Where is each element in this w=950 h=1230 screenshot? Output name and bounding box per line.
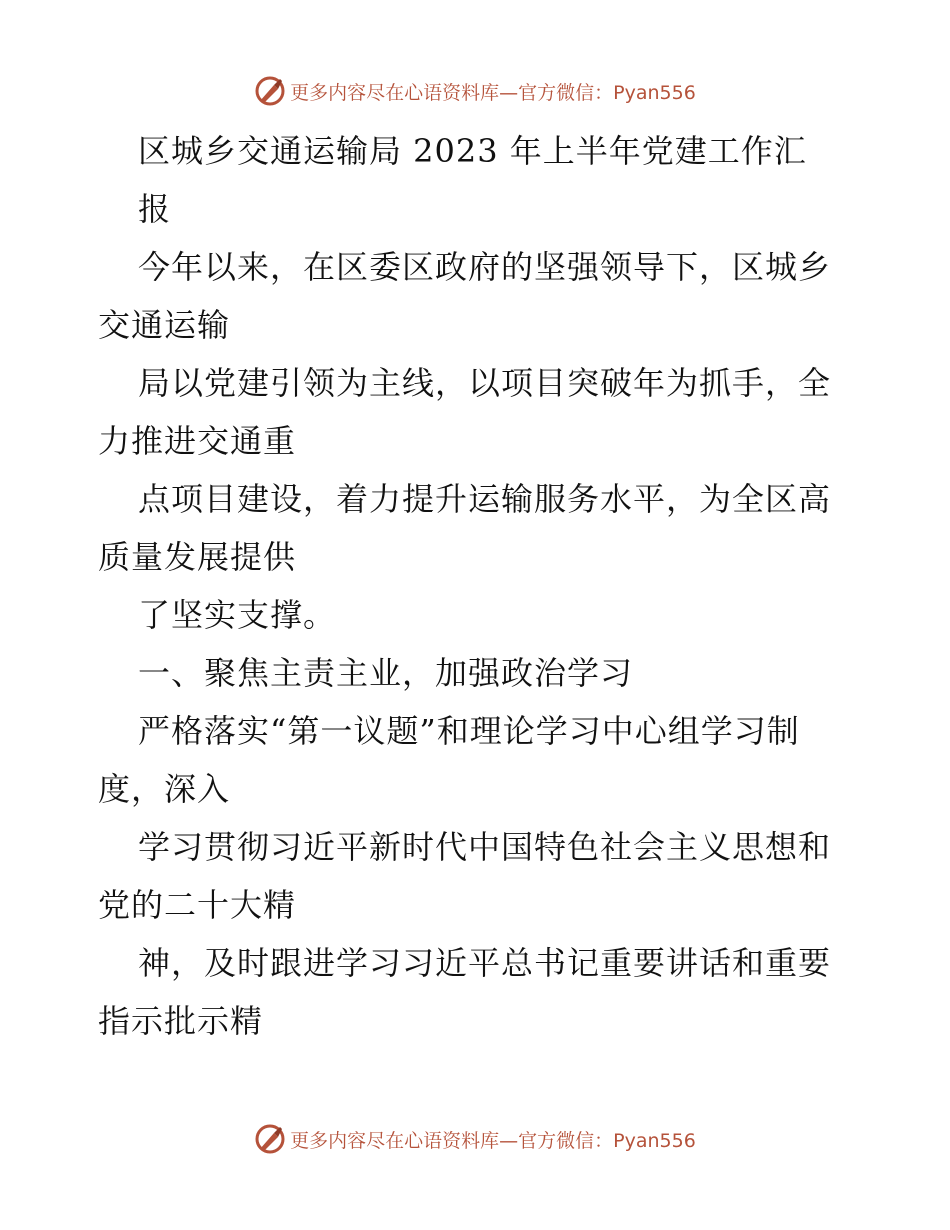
paragraph-line: 交通运输 bbox=[98, 306, 231, 344]
title-line-2: 报 bbox=[138, 190, 172, 228]
paragraph-line: 了坚实支撑。 bbox=[138, 596, 337, 634]
footer-banner-text: 更多内容尽在心语资料库—官方微信：Pyan556 bbox=[290, 1129, 696, 1152]
document-body bbox=[98, 122, 858, 1050]
pen-logo-icon bbox=[254, 1123, 286, 1155]
paragraph-line: 党的二十大精 bbox=[98, 886, 297, 924]
paragraph-line: 质量发展提供 bbox=[98, 538, 297, 576]
paragraph-line: 学习贯彻习近平新时代中国特色社会主义思想和 bbox=[138, 828, 832, 866]
paragraph-line: 力推进交通重 bbox=[98, 422, 297, 460]
title-line-1: 区城乡交通运输局 2023 年上半年党建工作汇 bbox=[138, 132, 807, 170]
paragraph-line: 今年以来，在区委区政府的坚强领导下，区城乡 bbox=[138, 248, 832, 286]
header-banner bbox=[0, 71, 950, 111]
paragraph-line: 指示批示精 bbox=[98, 1002, 264, 1040]
paragraph-line: 点项目建设，着力提升运输服务水平，为全区高 bbox=[138, 480, 832, 518]
paragraph-line: 局以党建引领为主线，以项目突破年为抓手，全 bbox=[138, 364, 832, 402]
pen-logo-icon bbox=[254, 75, 286, 107]
section-heading: 一、聚焦主责主业，加强政治学习 bbox=[138, 654, 634, 692]
footer-banner bbox=[0, 1119, 950, 1159]
paragraph-line: 度，深入 bbox=[98, 770, 231, 808]
paragraph-line: 严格落实“第一议题”和理论学习中心组学习制 bbox=[138, 712, 800, 750]
header-banner-text: 更多内容尽在心语资料库—官方微信：Pyan556 bbox=[290, 81, 696, 104]
paragraph-line: 神，及时跟进学习习近平总书记重要讲话和重要 bbox=[138, 944, 832, 982]
